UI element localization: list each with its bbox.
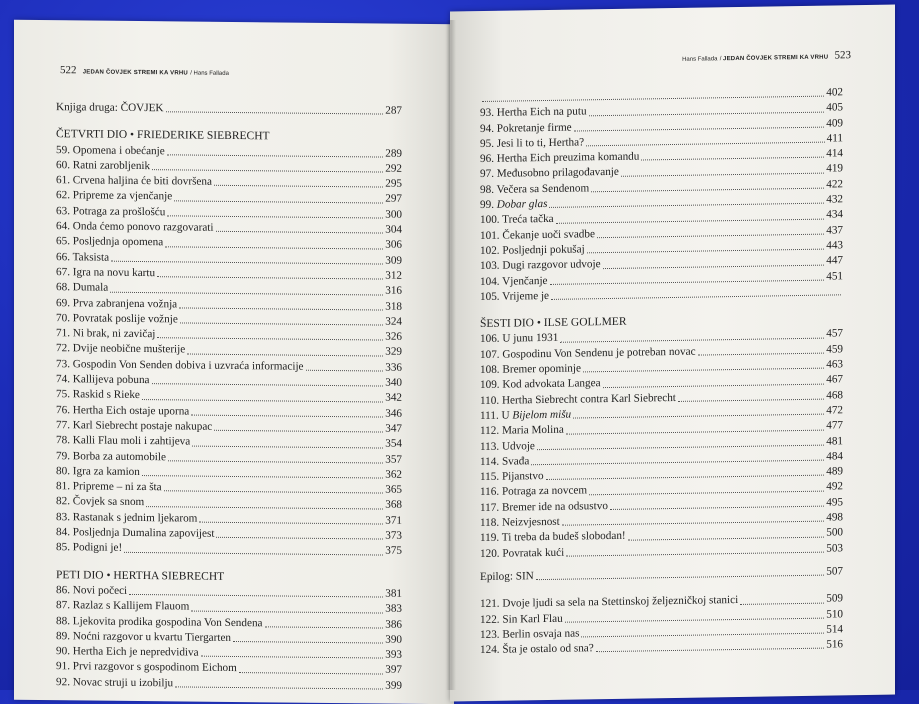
toc-entry-page: 371 xyxy=(385,514,402,527)
dot-leader xyxy=(179,306,383,310)
toc-entry-page: 402 xyxy=(826,86,843,99)
toc-entry-title: 123. Berlin osvaja nas xyxy=(480,627,580,641)
dot-leader xyxy=(583,367,824,373)
dot-leader xyxy=(165,245,383,249)
toc-entry-page: 292 xyxy=(385,162,402,175)
left-running-title: JEDAN ČOVJEK STREMI KA VRHU xyxy=(82,69,188,77)
dot-leader xyxy=(549,202,824,208)
toc-entry-page: 287 xyxy=(385,104,402,117)
toc-entry-title: 98. Večera sa Sendenom xyxy=(480,182,590,196)
toc-entry-title: 78. Kalli Flau moli i zahtijeva xyxy=(56,434,191,448)
dot-leader xyxy=(111,260,383,265)
toc-entry-title: 100. Treća tačka xyxy=(480,213,554,227)
toc-entry-page: 306 xyxy=(385,238,402,252)
toc-entry-title: 64. Onda ćemo ponovo razgovarati xyxy=(56,220,214,234)
dot-leader xyxy=(142,474,383,479)
toc-entry-page: 451 xyxy=(826,269,843,283)
dot-leader xyxy=(536,574,824,581)
dot-leader xyxy=(157,337,383,341)
book-gutter xyxy=(446,20,456,690)
toc-entry-page: 399 xyxy=(385,679,402,692)
dot-leader xyxy=(586,141,825,147)
part-heading: ŠESTI DIO • ILSE GOLLMER xyxy=(480,315,627,331)
dot-leader xyxy=(678,398,824,402)
toc-entry-page: 463 xyxy=(826,358,843,371)
toc-entry-page: 397 xyxy=(385,663,402,677)
toc-entry-title: 122. Sin Karl Flau xyxy=(480,612,563,626)
right-page-number: 523 xyxy=(834,49,851,62)
dot-leader xyxy=(306,369,384,372)
dot-leader xyxy=(560,336,824,342)
left-running-head: 522 JEDAN ČOVJEK STREMI KA VRHU / Hans Fallada xyxy=(60,64,229,77)
toc-entry-page: 326 xyxy=(385,330,402,343)
dot-leader xyxy=(191,413,383,417)
toc-entry-page: 295 xyxy=(385,177,402,190)
toc-entry-page: 422 xyxy=(826,178,843,191)
toc-entry-page: 336 xyxy=(385,361,402,374)
left-toc xyxy=(56,100,402,694)
toc-entry-page: 312 xyxy=(385,269,402,282)
dot-leader xyxy=(129,593,383,598)
toc-entry-title: 124. Šta je ostalo od sna? xyxy=(480,642,594,657)
toc-entry-title: 111. U Bijelom mišu xyxy=(480,408,572,422)
toc-entry-title: 67. Igra na novu kartu xyxy=(56,266,156,280)
toc-entry-title: 61. Crvena haljina će biti dovršena xyxy=(56,174,212,188)
dot-leader xyxy=(167,153,383,157)
dot-leader xyxy=(164,490,384,494)
right-running-author: Hans Fallada xyxy=(682,56,718,63)
toc-entry-page: 447 xyxy=(826,254,843,267)
toc-entry-title: 74. Kallijeva pobuna xyxy=(56,373,150,387)
toc-entry-page: 289 xyxy=(385,147,402,160)
toc-entry-title: 63. Potraga za prošlošću xyxy=(56,204,166,219)
dot-leader xyxy=(168,459,383,463)
toc-entry-title: 106. U junu 1931 xyxy=(480,332,559,346)
dot-leader xyxy=(589,110,825,116)
toc-entry-page: 386 xyxy=(385,618,402,631)
toc-entry-title: 97. Međusobno prilagođavanje xyxy=(480,166,619,181)
toc-entry-title: 101. Čekanje uoči svadbe xyxy=(480,227,595,242)
toc-entry-page: 514 xyxy=(826,623,843,636)
toc-entry-title: 69. Prva zabranjena vožnja xyxy=(56,296,178,310)
toc-entry-page: 393 xyxy=(385,648,402,661)
toc-entry-title: 71. Ni brak, ni zavičaj xyxy=(56,327,156,341)
dot-leader xyxy=(596,647,824,653)
toc-entry-page: 357 xyxy=(385,453,402,466)
dot-leader xyxy=(581,632,824,638)
toc-entry-page: 498 xyxy=(826,511,843,524)
toc-entry-page: 409 xyxy=(826,116,843,130)
toc-entry-title: 102. Posljednji pokušaj xyxy=(480,243,585,257)
toc-entry-title: 85. Podigni je! xyxy=(56,541,123,555)
right-running-title: JEDAN ČOVJEK STREMI KA VRHU xyxy=(723,54,829,63)
toc-entry-page: 383 xyxy=(385,602,402,615)
toc-entry-page: 437 xyxy=(826,223,843,237)
dot-leader xyxy=(199,521,383,525)
toc-entry-title: 117. Bremer ide na odsustvo xyxy=(480,499,608,514)
toc-entry-page: 346 xyxy=(385,407,402,420)
dot-leader xyxy=(216,536,383,540)
toc-entry-page: 484 xyxy=(826,450,843,463)
dot-leader xyxy=(142,398,383,403)
toc-entry-title: 76. Hertha Eich ostaje uporna xyxy=(56,403,190,418)
toc-entry-page: 318 xyxy=(385,300,402,313)
toc-entry-page: 324 xyxy=(385,315,402,328)
toc-entry-title: 96. Hertha Eich preuzima komandu xyxy=(480,150,640,166)
toc-entry-title: 77. Karl Siebrecht postaje nakupac xyxy=(56,419,213,433)
toc-entry-page: 316 xyxy=(385,284,402,298)
dot-leader xyxy=(239,671,383,675)
toc-entry-title: 115. Pijanstvo xyxy=(480,470,544,484)
dot-leader xyxy=(180,322,383,326)
toc-entry-title: 88. Ljekovita prodika gospodina Von Sendena xyxy=(56,614,263,629)
toc-entry-title: 68. Dumala xyxy=(56,281,109,294)
toc-entry-title: 105. Vrijeme je xyxy=(480,289,550,303)
toc-entry-title: 95. Jesi li to ti, Hertha? xyxy=(480,136,585,150)
toc-entry-page: 481 xyxy=(826,434,843,448)
dot-leader xyxy=(566,428,824,434)
dot-leader xyxy=(573,413,824,419)
dot-leader xyxy=(597,233,824,239)
toc-entry-page: 405 xyxy=(826,101,843,114)
dot-leader xyxy=(201,655,384,659)
dot-leader xyxy=(175,685,383,689)
toc-entry-page: 489 xyxy=(826,465,843,478)
toc-entry-page: 472 xyxy=(826,404,843,417)
toc-entry-title: 107. Gospodinu Von Sendenu je potreban novac xyxy=(480,345,696,361)
dot-leader xyxy=(531,459,824,466)
dot-leader xyxy=(152,382,384,386)
dot-leader xyxy=(157,275,383,279)
toc-entry-title: 59. Opomena i obećanje xyxy=(56,143,165,157)
dot-leader xyxy=(740,601,824,604)
dot-leader xyxy=(546,474,825,480)
toc-entry-page: 457 xyxy=(826,327,843,341)
right-running-head: Hans Fallada / JEDAN ČOVJEK STREMI KA VRHU 523 xyxy=(682,49,851,63)
toc-entry-title: 113. Udvoje xyxy=(480,439,535,453)
toc-entry-page: 510 xyxy=(826,607,843,621)
toc-entry-page: 468 xyxy=(826,388,843,402)
toc-entry-title: 72. Dvije neobične mušterije xyxy=(56,342,186,356)
toc-entry-page: 309 xyxy=(385,254,402,267)
toc-entry-title: 82. Čovjek sa snom xyxy=(56,495,145,509)
toc-entry-page: 304 xyxy=(385,223,402,236)
dot-leader xyxy=(610,505,824,510)
dot-leader xyxy=(566,551,824,557)
part-heading: ČETVRTI DIO • FRIEDERIKE SIEBRECHT xyxy=(56,128,270,143)
toc-entry-page: 414 xyxy=(826,147,843,160)
toc-entry-title: 121. Dvoje ljudi sa sela na Stettinskoj željezničkoj stanici xyxy=(480,594,739,611)
toc-entry-page: 368 xyxy=(385,499,402,512)
dot-leader xyxy=(214,184,383,188)
dot-leader xyxy=(603,382,825,387)
dot-leader xyxy=(166,111,384,115)
dot-leader xyxy=(152,168,383,172)
toc-entry-title: 108. Bremer opominje xyxy=(480,362,581,377)
toc-entry-title: 79. Borba za automobile xyxy=(56,449,166,463)
toc-entry-title: 109. Kod advokata Langea xyxy=(480,377,601,392)
dot-leader xyxy=(124,550,383,555)
toc-entry-title: 110. Hertha Siebrecht contra Karl Siebrecht xyxy=(480,391,676,407)
toc-entry-title: 70. Povratak poslije vožnje xyxy=(56,311,178,326)
dot-leader xyxy=(187,352,383,356)
toc-entry-page: 340 xyxy=(385,376,402,389)
toc-entry-title: 87. Razlaz s Kallijem Flauom xyxy=(56,599,190,613)
dot-leader xyxy=(556,217,825,223)
toc-entry-page: 467 xyxy=(826,373,843,386)
toc-entry-page: 342 xyxy=(385,391,402,405)
toc-entry-page: 492 xyxy=(826,480,843,494)
toc-entry-title: 119. Ti treba da budeš slobodan! xyxy=(480,530,626,545)
toc-entry-page: 362 xyxy=(385,468,402,481)
toc-entry-title: 93. Hertha Eich na putu xyxy=(480,105,587,120)
toc-entry-page: 500 xyxy=(826,526,843,539)
dot-leader xyxy=(587,248,824,254)
dot-leader xyxy=(589,489,824,495)
dot-leader xyxy=(550,278,825,284)
dot-leader xyxy=(110,290,383,295)
dot-leader xyxy=(591,187,824,193)
toc-entry-page: 354 xyxy=(385,437,402,450)
toc-entry-page: 347 xyxy=(385,422,402,435)
toc-entry-page: 300 xyxy=(385,208,402,221)
toc-entry-title: 90. Hertha Eich je nepredvidiva xyxy=(56,645,199,659)
right-toc xyxy=(480,85,843,658)
toc-entry-page: 381 xyxy=(385,587,402,600)
toc-entry-page: 419 xyxy=(826,162,843,176)
toc-entry-title: 99. Dobar glas xyxy=(480,198,548,212)
toc-entry-page: 375 xyxy=(385,544,402,558)
toc-entry-title: 116. Potraga za novcem xyxy=(480,484,588,499)
dot-leader xyxy=(574,126,825,132)
left-page xyxy=(14,20,454,704)
part-heading: PETI DIO • HERTHA SIEBRECHT xyxy=(56,568,225,583)
toc-entry-page: 503 xyxy=(826,541,843,555)
dot-leader xyxy=(698,352,825,356)
toc-entry-title: 83. Rastanak s jednim ljekarom xyxy=(56,510,198,525)
toc-entry-title: Knjiga druga: ČOVJEK xyxy=(56,101,164,115)
toc-entry-page: 297 xyxy=(385,193,402,206)
toc-entry-title: 86. Novi počeci xyxy=(56,584,128,597)
toc-entry-page: 432 xyxy=(826,193,843,206)
left-running-author: Hans Fallada xyxy=(193,70,229,77)
toc-entry-title: 80. Igra za kamion xyxy=(56,464,140,478)
dot-leader xyxy=(146,505,383,509)
toc-entry-title: 81. Pripreme – ni za šta xyxy=(56,480,162,494)
toc-entry-page: 365 xyxy=(385,483,402,496)
toc-entry-page: 507 xyxy=(826,565,843,578)
toc-entry-title: Epilog: SIN xyxy=(480,570,534,583)
toc-entry-title: 89. Noćni razgovor u kvartu Tiergarten xyxy=(56,629,232,644)
dot-leader xyxy=(628,535,825,540)
dot-leader xyxy=(216,230,384,234)
toc-entry-page: 477 xyxy=(826,419,843,432)
toc-entry-page: 434 xyxy=(826,208,843,221)
toc-entry-title: 65. Posljednja opomena xyxy=(56,235,164,249)
dot-leader xyxy=(641,156,824,161)
toc-entry-page: 329 xyxy=(385,346,402,359)
toc-entry-page: 373 xyxy=(385,529,402,542)
dot-leader xyxy=(174,199,383,203)
right-page xyxy=(450,5,895,702)
toc-entry-title: 84. Posljednja Dumalina zapovijest xyxy=(56,526,215,540)
toc-entry-page: 411 xyxy=(826,132,843,145)
dot-leader xyxy=(167,214,383,218)
toc-entry-title: 75. Raskid s Rieke xyxy=(56,388,140,402)
dot-leader xyxy=(565,616,825,622)
dot-leader xyxy=(603,263,825,268)
toc-entry-title: 114. Svađa xyxy=(480,455,530,468)
toc-entry-title: 103. Dugi razgovor udvoje xyxy=(480,258,601,273)
toc-entry-page: 390 xyxy=(385,633,402,646)
toc-entry-title: 62. Pripreme za vjenčanje xyxy=(56,189,173,203)
left-page-number: 522 xyxy=(60,64,77,77)
toc-entry-page: 516 xyxy=(826,638,843,651)
dot-leader xyxy=(562,520,824,526)
toc-entry-title: 73. Gospodin Von Senden dobiva i uzvraća informacije xyxy=(56,357,304,373)
dot-leader xyxy=(537,443,824,450)
toc-entry-title: 104. Vjenčanje xyxy=(480,274,548,288)
toc-entry-title: 118. Neizvjesnost xyxy=(480,515,560,530)
toc-entry-page: 509 xyxy=(826,592,843,605)
toc-entry-title: 120. Povratak kući xyxy=(480,546,565,560)
dot-leader xyxy=(621,171,824,176)
toc-entry-title: 112. Maria Molina xyxy=(480,423,564,438)
dot-leader xyxy=(191,609,383,613)
dot-leader xyxy=(551,294,841,301)
toc-entry-page: 443 xyxy=(826,239,843,252)
toc-entry-title: 60. Ratni zarobljenik xyxy=(56,159,151,173)
toc-entry xyxy=(56,675,402,694)
dot-leader xyxy=(192,444,383,448)
dot-leader xyxy=(214,429,383,433)
dot-leader xyxy=(233,640,383,644)
toc-entry-title: 94. Pokretanje firme xyxy=(480,121,572,135)
toc-entry-title: 66. Taksista xyxy=(56,250,110,264)
toc-entry-title: 92. Novac struji u izobilju xyxy=(56,675,174,690)
toc-entry-page: 459 xyxy=(826,343,843,356)
dot-leader xyxy=(265,625,384,628)
toc-entry-title: 91. Prvi razgovor s gospodinom Eichom xyxy=(56,660,237,675)
toc-entry-page: 495 xyxy=(826,496,843,509)
